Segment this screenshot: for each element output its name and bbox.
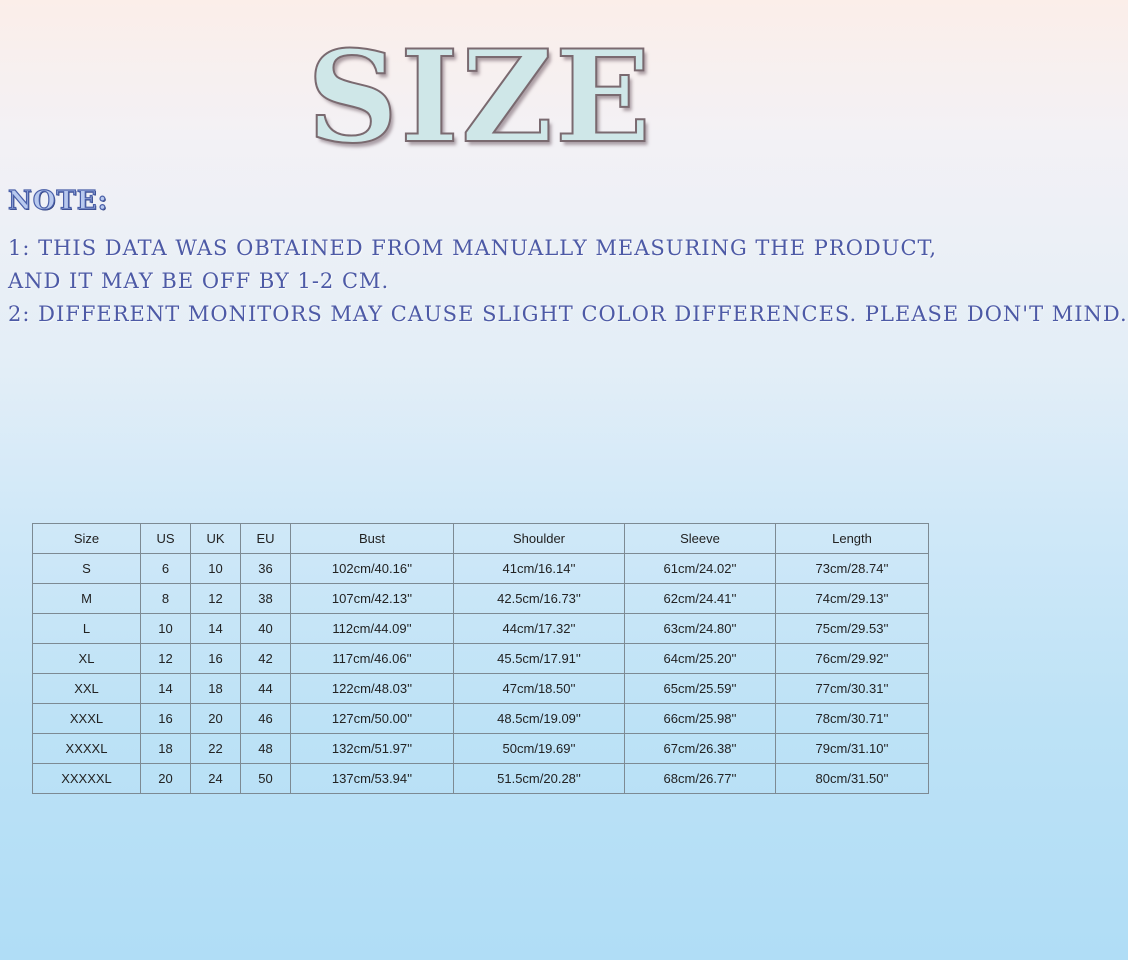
table-cell: 137cm/53.94'' xyxy=(291,764,454,794)
table-cell: 14 xyxy=(141,674,191,704)
table-cell: 63cm/24.80'' xyxy=(625,614,776,644)
table-row xyxy=(33,644,929,674)
table-cell: 112cm/44.09'' xyxy=(291,614,454,644)
table-row xyxy=(33,584,929,614)
table-cell: 51.5cm/20.28'' xyxy=(454,764,625,794)
table-cell: 107cm/42.13'' xyxy=(291,584,454,614)
note-line-2: AND IT MAY BE OFF BY 1-2 CM. xyxy=(8,269,390,293)
table-cell: 38 xyxy=(241,584,291,614)
table-cell: 50cm/19.69'' xyxy=(454,734,625,764)
table-cell: 127cm/50.00'' xyxy=(291,704,454,734)
table-cell: S xyxy=(33,554,141,584)
column-header: UK xyxy=(191,524,241,554)
table-row xyxy=(33,554,929,584)
table-cell: 24 xyxy=(191,764,241,794)
table-cell: 42.5cm/16.73'' xyxy=(454,584,625,614)
table-cell: 12 xyxy=(191,584,241,614)
table-cell: M xyxy=(33,584,141,614)
table-cell: 67cm/26.38'' xyxy=(625,734,776,764)
table-cell: XXXXL xyxy=(33,734,141,764)
table-cell: 20 xyxy=(141,764,191,794)
table-cell: 78cm/30.71'' xyxy=(776,704,929,734)
table-cell: 62cm/24.41'' xyxy=(625,584,776,614)
table-cell: 75cm/29.53'' xyxy=(776,614,929,644)
table-cell: 46 xyxy=(241,704,291,734)
table-cell: 48 xyxy=(241,734,291,764)
table-row xyxy=(33,734,929,764)
note-line-1: 1: THIS DATA WAS OBTAINED FROM MANUALLY MEASURING THE PRODUCT, xyxy=(8,236,938,260)
table-cell: 79cm/31.10'' xyxy=(776,734,929,764)
table-row xyxy=(33,674,929,704)
table-cell: 8 xyxy=(141,584,191,614)
size-chart-table xyxy=(32,523,929,794)
table-cell: 45.5cm/17.91'' xyxy=(454,644,625,674)
column-header: Sleeve xyxy=(625,524,776,554)
table-cell: 22 xyxy=(191,734,241,764)
table-cell: 80cm/31.50'' xyxy=(776,764,929,794)
table-cell: 44cm/17.32'' xyxy=(454,614,625,644)
table-cell: 18 xyxy=(191,674,241,704)
table-cell: 44 xyxy=(241,674,291,704)
table-cell: 68cm/26.77'' xyxy=(625,764,776,794)
column-header: Size xyxy=(33,524,141,554)
table-cell: 74cm/29.13'' xyxy=(776,584,929,614)
table-cell: 10 xyxy=(191,554,241,584)
table-cell: 41cm/16.14'' xyxy=(454,554,625,584)
column-header: Shoulder xyxy=(454,524,625,554)
table-header-row xyxy=(33,524,929,554)
table-cell: 65cm/25.59'' xyxy=(625,674,776,704)
table-row xyxy=(33,704,929,734)
table-cell: 12 xyxy=(141,644,191,674)
page-title: SIZE xyxy=(307,23,653,171)
note-line-3: 2: DIFFERENT MONITORS MAY CAUSE SLIGHT COLOR DIFFERENCES. PLEASE DON'T MIND. xyxy=(8,302,1128,326)
table-cell: 76cm/29.92'' xyxy=(776,644,929,674)
note-label: NOTE: xyxy=(8,186,109,216)
table-cell: 47cm/18.50'' xyxy=(454,674,625,704)
table-cell: 64cm/25.20'' xyxy=(625,644,776,674)
table-cell: 18 xyxy=(141,734,191,764)
table-body xyxy=(33,554,929,794)
column-header: US xyxy=(141,524,191,554)
table-cell: 10 xyxy=(141,614,191,644)
table-cell: XXL xyxy=(33,674,141,704)
table-cell: 122cm/48.03'' xyxy=(291,674,454,704)
table-cell: 102cm/40.16'' xyxy=(291,554,454,584)
table-cell: 61cm/24.02'' xyxy=(625,554,776,584)
column-header: Length xyxy=(776,524,929,554)
table-cell: 77cm/30.31'' xyxy=(776,674,929,704)
table-cell: 6 xyxy=(141,554,191,584)
table-cell: L xyxy=(33,614,141,644)
column-header: EU xyxy=(241,524,291,554)
table-cell: 66cm/25.98'' xyxy=(625,704,776,734)
table-cell: XL xyxy=(33,644,141,674)
table-cell: 40 xyxy=(241,614,291,644)
table-cell: 14 xyxy=(191,614,241,644)
table-cell: 16 xyxy=(191,644,241,674)
table-cell: XXXL xyxy=(33,704,141,734)
table-cell: 20 xyxy=(191,704,241,734)
column-header: Bust xyxy=(291,524,454,554)
table-row xyxy=(33,764,929,794)
table-cell: 73cm/28.74'' xyxy=(776,554,929,584)
table-cell: 16 xyxy=(141,704,191,734)
table-row xyxy=(33,614,929,644)
table-cell: 117cm/46.06'' xyxy=(291,644,454,674)
table-cell: 42 xyxy=(241,644,291,674)
table-cell: XXXXXL xyxy=(33,764,141,794)
table-cell: 48.5cm/19.09'' xyxy=(454,704,625,734)
table-cell: 132cm/51.97'' xyxy=(291,734,454,764)
table-cell: 50 xyxy=(241,764,291,794)
table-cell: 36 xyxy=(241,554,291,584)
